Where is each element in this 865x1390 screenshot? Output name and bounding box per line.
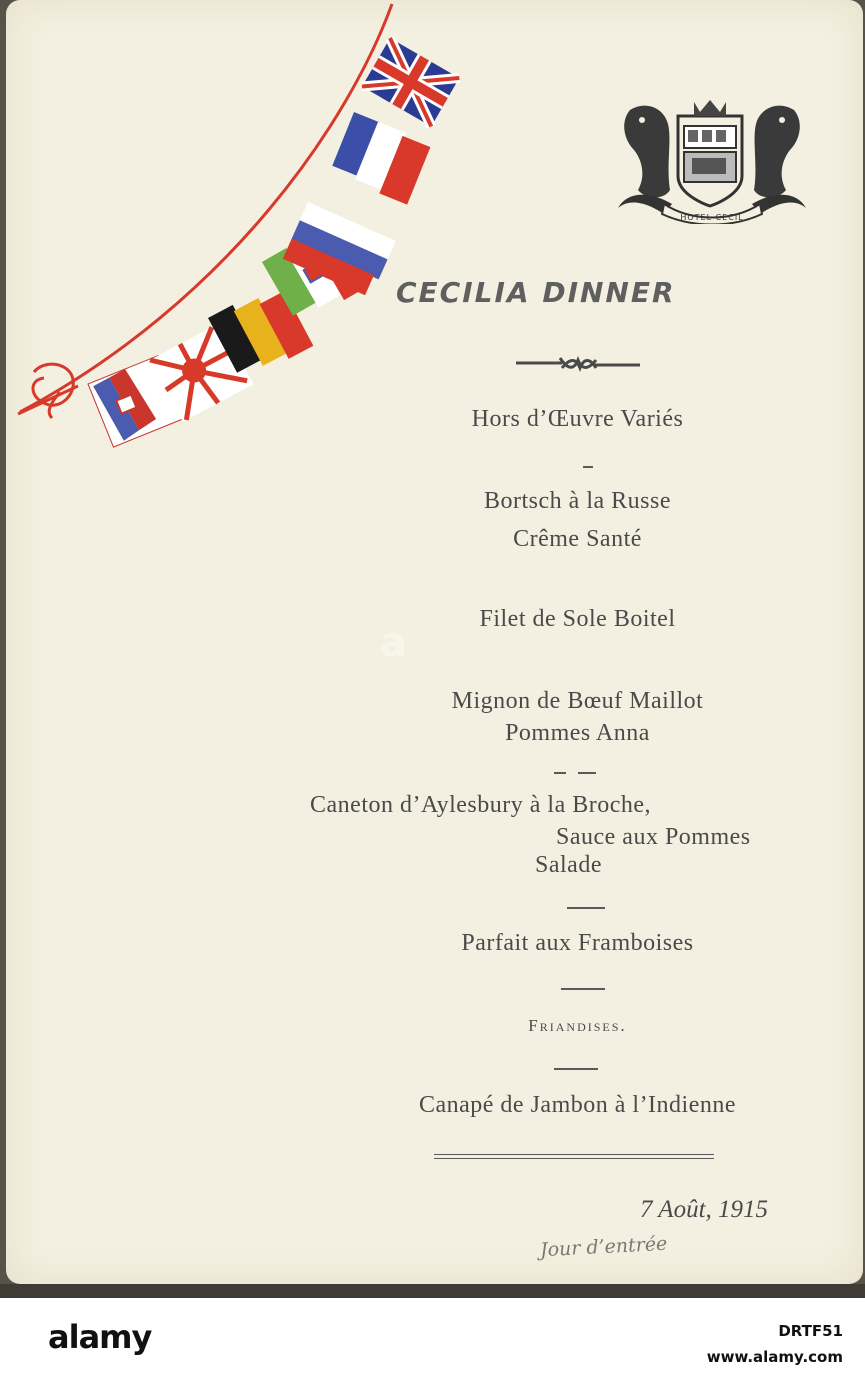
flag-uk-icon [362, 38, 459, 126]
course-caneton: Caneton d’Aylesbury à la Broche, [310, 792, 652, 818]
stock-url: www.alamy.com [706, 1348, 843, 1366]
separator [561, 988, 605, 990]
course-creme-sante: Crême Santé [513, 526, 642, 552]
card-shadow [0, 1284, 865, 1298]
separator [554, 772, 566, 774]
crest-caption: HOTEL CECIL [680, 213, 744, 222]
menu-date: 7 Août, 1915 [640, 1196, 769, 1223]
course-mignon-de-boeuf: Mignon de Bœuf Maillot [451, 688, 704, 714]
course-parfait: Parfait aux Framboises [461, 930, 694, 956]
course-salade: Salade [535, 852, 602, 878]
course-bortsch: Bortsch à la Russe [484, 488, 671, 514]
flag-france-icon [329, 112, 432, 205]
handwritten-note: Jour d’entrée [539, 1232, 668, 1262]
separator [567, 907, 605, 909]
course-pommes-anna: Pommes Anna [505, 720, 650, 746]
separator [583, 466, 593, 468]
alamy-logo: alamy [48, 1318, 152, 1356]
course-sauce-aux-pommes: Sauce aux Pommes [556, 824, 751, 850]
watermark: a [380, 620, 407, 666]
double-rule [434, 1158, 714, 1159]
course-filet-de-sole: Filet de Sole Boitel [479, 606, 676, 632]
menu-title: CECILIA DINNER [396, 276, 676, 309]
rope-knot-ornament-icon [516, 356, 642, 372]
separator [578, 772, 596, 774]
friandises-heading: Friandises. [528, 1016, 627, 1035]
separator [554, 1068, 598, 1070]
image-id: DRTF51 [778, 1322, 843, 1340]
hotel-cecil-crest-icon [612, 96, 812, 224]
double-rule [434, 1154, 714, 1155]
course-canape: Canapé de Jambon à l’Indienne [418, 1092, 737, 1118]
course-hors-doeuvre: Hors d’Œuvre Variés [471, 406, 684, 432]
